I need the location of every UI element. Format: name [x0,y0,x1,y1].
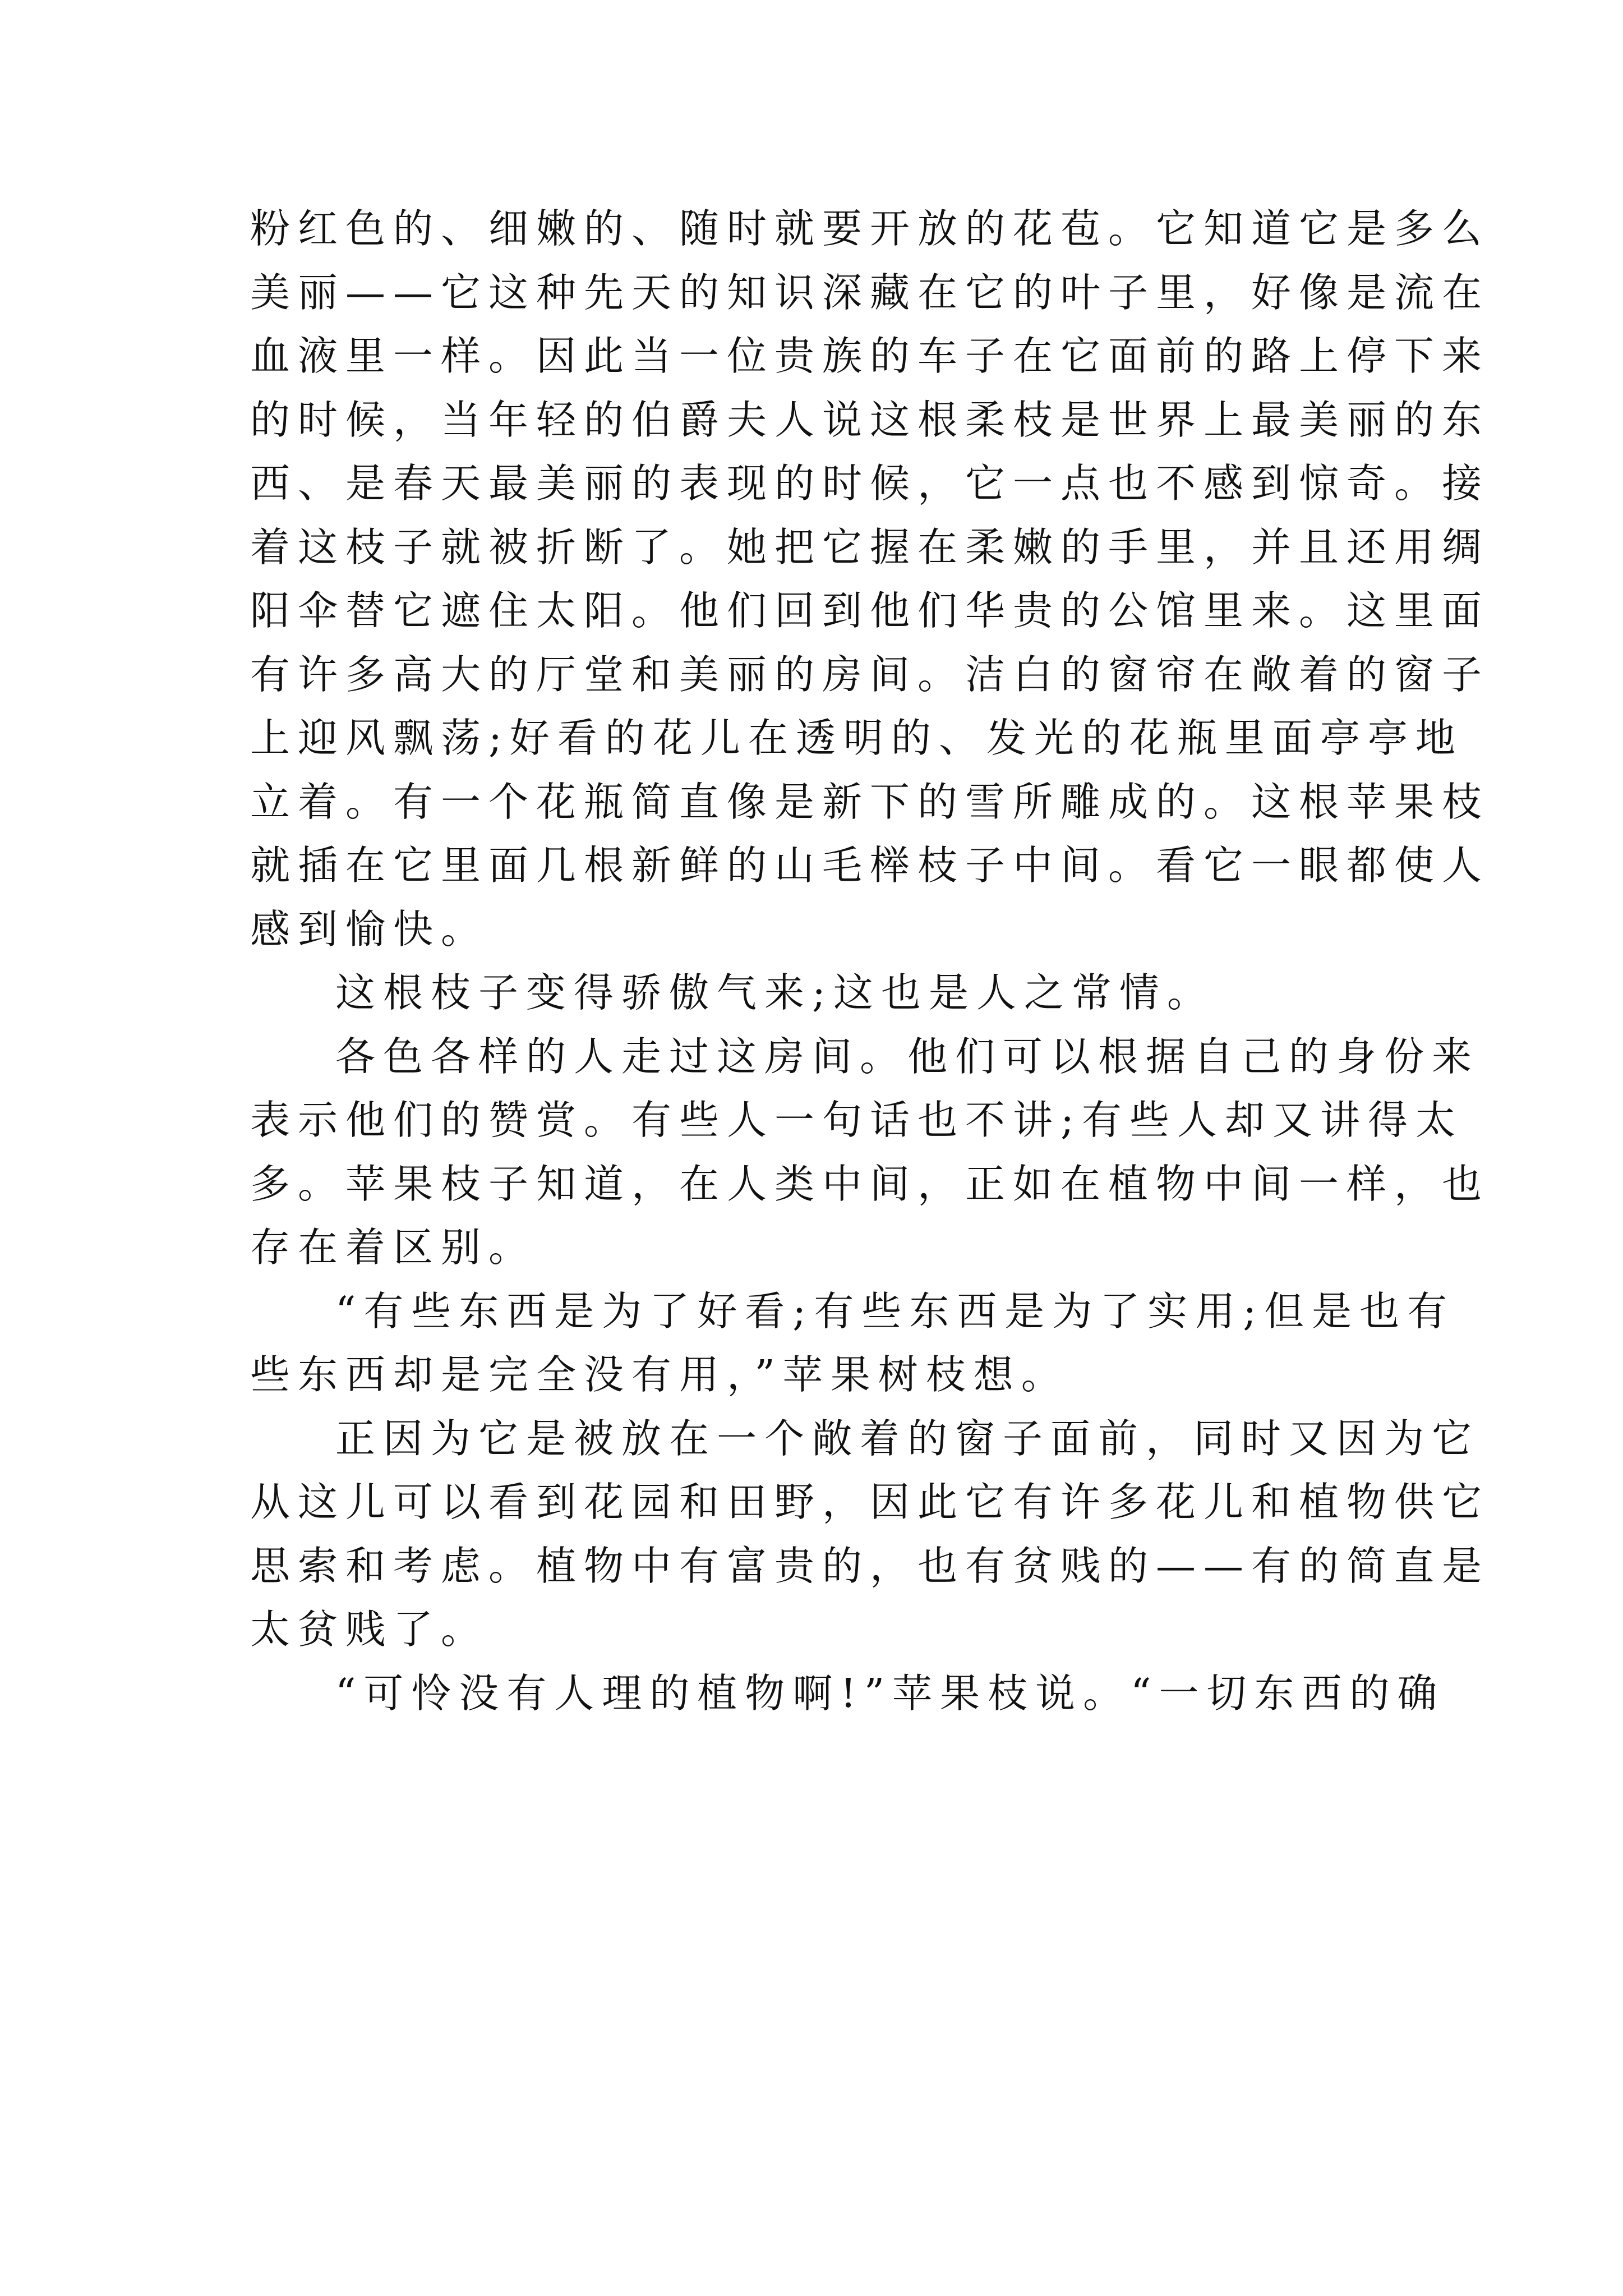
text-line: 上迎风飘荡;好看的花儿在透明的、发光的花瓶里面亭亭地 [250,715,1463,761]
text-line: 着这枝子就被折断了。她把它握在柔嫩的手里，并且还用绸 [250,524,1490,570]
text-line: 有许多高大的厅堂和美丽的房间。洁白的窗帘在敞着的窗子 [250,651,1490,698]
text-line: 西、是春天最美丽的表现的时候，它一点也不感到惊奇。接 [250,460,1490,507]
text-line: “可怜没有人理的植物啊!”苹果枝说。“一切东西的确 [335,1670,1445,1717]
text-line: 阳伞替它遮住太阳。他们回到他们华贵的公馆里来。这里面 [250,587,1490,634]
text-line: 这根枝子变得骄傲气来;这也是人之常情。 [335,969,1215,1016]
text-line: 从这儿可以看到花园和田野，因此它有许多花儿和植物供它 [250,1479,1490,1525]
text-line: 正因为它是被放在一个敞着的窗子面前，同时又因为它 [335,1415,1480,1462]
text-line: 太贫贱了。 [250,1606,489,1653]
text-line: 的时候，当年轻的伯爵夫人说这根柔枝是世界上最美丽的东 [250,397,1490,443]
text-line: 些东西却是完全没有用，”苹果树枝想。 [250,1351,1069,1398]
text-line: 立着。有一个花瓶简直像是新下的雪所雕成的。这根苹果枝 [250,779,1490,825]
text-line: 美丽——它这种先天的知识深藏在它的叶子里，好像是流在 [250,269,1490,316]
text-line: 感到愉快。 [250,906,489,953]
text-line: 就插在它里面几根新鲜的山毛榉枝子中间。看它一眼都使人 [250,842,1490,889]
text-line: 思索和考虑。植物中有富贵的，也有贫贱的——有的简直是 [250,1543,1490,1589]
text-line: 粉红色的、细嫩的、随时就要开放的花苞。它知道它是多么 [250,205,1490,252]
text-line: 存在着区别。 [250,1224,537,1271]
text-line: 多。苹果枝子知道，在人类中间，正如在植物中间一样，也 [250,1161,1490,1207]
text-line: “有些东西是为了好看;有些东西是为了实用;但是也有 [335,1288,1455,1335]
text-line: 血液里一样。因此当一位贵族的车子在它面前的路上停下来 [250,333,1490,379]
text-line: 各色各样的人走过这房间。他们可以根据自己的身份来 [335,1033,1480,1080]
text-line: 表示他们的赞赏。有些人一句话也不讲;有些人却又讲得太 [250,1097,1463,1143]
